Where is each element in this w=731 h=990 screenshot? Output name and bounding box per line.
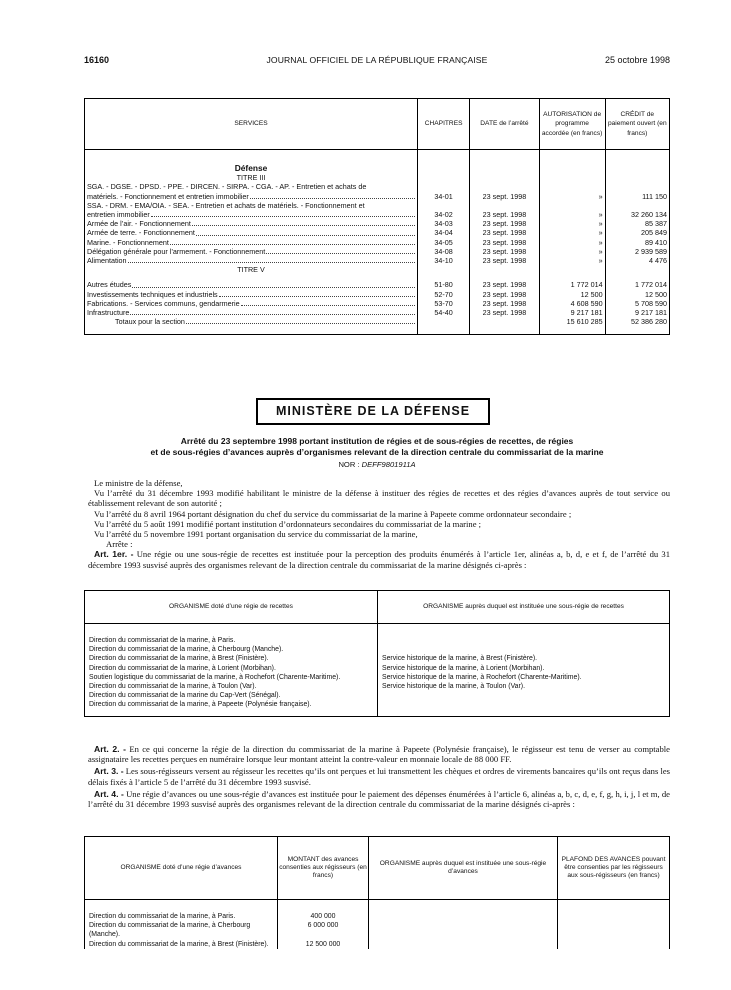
leader-dots xyxy=(130,308,415,315)
service-label: Armée de l’air. - Fonctionnement xyxy=(87,219,191,229)
page-header xyxy=(84,55,670,69)
col-header-aupres-avances: ORGANISME auprès duquel est instituée une sous-régie d’avances xyxy=(369,837,558,900)
article-3-label: Art. 3. - xyxy=(94,766,124,777)
credit-cell: 32 260 134 xyxy=(605,210,669,219)
montant-cell: 400 000 xyxy=(278,912,369,921)
sous-regie-cell: Service historique de la marine, à Brest (Finistère). xyxy=(378,654,670,663)
intro-line: Vu l’arrêté du 8 avril 1964 portant désignation du chef du service du commissariat de la marine à Papeete comme ordonnateur secondaire ; xyxy=(94,508,572,519)
total-label-cell xyxy=(85,317,418,326)
article-4 xyxy=(88,789,670,809)
col-header-organisme-avances: ORGANISME doté d’une régie d’avances xyxy=(85,837,278,900)
col-header-services: SERVICES xyxy=(85,99,418,150)
service-cell xyxy=(85,247,418,256)
article-3 xyxy=(88,766,670,786)
article-4-text: Une régie d’avances ou une sous-régie d’avances est instituée pour le paiement des dépenses énumérées à l’article 6, alinéas a, b, c, d, e, f, g, h, i, j, l et m, de l’arrêté du 31 décembre 1993 susvisé auprès des organismes relevant de la direction centrale du commissariat de la marine désignés ci-après : xyxy=(88,788,670,810)
col-header-credit: CRÉDIT de paiement ouvert (en francs) xyxy=(605,99,669,150)
table-row xyxy=(85,636,670,645)
page-number: 16160 xyxy=(84,55,110,65)
autorisation-cell: » xyxy=(539,228,605,237)
titre-iii-heading: TITRE III xyxy=(236,173,266,183)
date-cell: 23 sept. 1998 xyxy=(470,192,539,201)
organisme-cell: Direction du commissariat de la marine, à Paris. xyxy=(89,913,236,920)
dotted-leader-line xyxy=(87,247,415,256)
leader-dots xyxy=(151,210,415,217)
date-cell: 23 sept. 1998 xyxy=(470,219,539,228)
chapitre-cell: 34-02 xyxy=(418,210,470,219)
table-row xyxy=(85,921,670,939)
organisme-cell: Direction du commissariat de la marine, à Paris. xyxy=(89,637,236,644)
credit-cell: 12 500 xyxy=(605,290,669,299)
article-4-label: Art. 4. - xyxy=(94,788,124,799)
sous-regie-cell: Service historique de la marine, à Lorient (Morbihan). xyxy=(378,664,670,673)
montant-cell: 12 500 000 xyxy=(278,940,369,949)
chapitre-cell: 34-10 xyxy=(418,256,470,265)
table-row xyxy=(85,192,670,201)
organisme-cell: Direction du commissariat de la marine, à Cherbourg (Manche). xyxy=(89,922,251,939)
chapitre-cell: 54-40 xyxy=(418,308,470,317)
nor-reference xyxy=(84,460,670,469)
sous-regie-cell xyxy=(378,645,670,654)
chapitre-cell: 53-70 xyxy=(418,299,470,308)
article-1-label: Art. 1er. - xyxy=(94,549,134,560)
chapitre-cell: 34-01 xyxy=(418,192,470,201)
table-row xyxy=(85,238,670,247)
service-label: Totaux pour la section xyxy=(115,317,185,327)
recettes-table xyxy=(84,590,670,717)
service-label: Délégation générale pour l’armement. - Fonctionnement xyxy=(87,246,266,256)
total-row xyxy=(85,317,670,326)
article-2-text: En ce qui concerne la régie de la direction du commissariat de la marine à Papeete (Polynésie française), le régisseur est tenu de verser au comptable assignataire les recettes perçues en numéraire lorsque leur montant atteint la contre-valeur en monnaie locale de 88 000 FF. xyxy=(88,744,670,765)
credit-cell: 111 150 xyxy=(605,192,669,201)
chapitre-cell: 52-70 xyxy=(418,290,470,299)
table-row xyxy=(85,219,670,228)
chapitre-cell: 51-80 xyxy=(418,280,470,289)
dotted-leader-line xyxy=(87,210,415,219)
credit-cell: 2 939 589 xyxy=(605,247,669,256)
service-label: Alimentation xyxy=(87,256,127,266)
intro-line: Le ministre de la défense, xyxy=(94,478,183,488)
intro-line: Vu l’arrêté du 31 décembre 1993 modifié habilitant le ministre de la défense à instituer des régies de recettes et des régies d’avances auprès de tout service ou établissement relevant de son autorité ; xyxy=(88,488,670,509)
organisme-cell: Direction du commissariat de la marine, à Brest (Finistère). xyxy=(89,940,269,948)
credit-cell: 205 849 xyxy=(605,228,669,237)
issue-date: 25 octobre 1998 xyxy=(604,55,670,65)
table-row xyxy=(85,228,670,237)
table-row xyxy=(85,308,670,317)
credit-cell: 85 387 xyxy=(605,219,669,228)
credit-cell: 4 476 xyxy=(605,256,669,265)
organisme-cell: Soutien logistique du commissariat de la marine, à Rochefort (Charente-Maritime). xyxy=(89,673,341,681)
service-label: Autres études xyxy=(87,280,132,290)
service-cell xyxy=(85,290,418,299)
col-header-montant: MONTANT des avances consenties aux régisseurs (en francs) xyxy=(278,837,369,900)
organisme-cell: Direction du commissariat de la marine, à Brest (Finistère). xyxy=(89,655,269,663)
autorisation-cell: 12 500 xyxy=(539,290,605,299)
autorisation-cell: » xyxy=(539,192,605,201)
col-header-autorisation: AUTORISATION de programme accordée (en francs) xyxy=(539,99,605,150)
service-cell xyxy=(85,238,418,247)
article-2-label: Art. 2. - xyxy=(94,744,126,754)
table-row xyxy=(85,682,670,691)
table-row xyxy=(85,664,670,673)
articles-2-4 xyxy=(88,744,670,809)
date-cell: 23 sept. 1998 xyxy=(470,280,539,289)
sous-regie-cell: Service historique de la marine, à Rochefort (Charente-Maritime). xyxy=(378,673,670,682)
autorisation-cell: 4 608 590 xyxy=(539,299,605,308)
table-row xyxy=(85,912,670,921)
section-title: Défense xyxy=(234,163,268,173)
service-cell xyxy=(85,256,418,265)
table-row xyxy=(85,280,670,289)
titre-v-heading: TITRE V xyxy=(237,265,265,275)
table-row xyxy=(85,247,670,256)
leader-dots xyxy=(186,317,415,324)
credit-cell: 1 772 014 xyxy=(605,280,669,289)
article-3-text: Les sous-régisseurs versent au régisseur les recettes qu’ils ont perçues et lui transmettent les chèques et ordres de virements bancaires qu’ils ont reçus dans les délais fixés à l’article 5 de l’arrêté du 31 décembre 1993 susvisé. xyxy=(88,766,670,787)
journal-title: JOURNAL OFFICIEL DE LA RÉPUBLIQUE FRANÇAISE xyxy=(266,55,488,65)
leader-dots xyxy=(266,247,415,254)
service-label: Fabrications. - Services communs, gendarmerie xyxy=(87,298,240,308)
dotted-leader-line xyxy=(87,308,415,317)
dotted-leader-line xyxy=(87,192,415,201)
service-cell xyxy=(85,280,418,289)
organisme-cell: Direction du commissariat de la marine, à Lorient (Morbihan). xyxy=(89,664,276,672)
dotted-leader-line xyxy=(87,256,415,265)
date-cell: 23 sept. 1998 xyxy=(470,210,539,219)
organisme-cell: Direction du commissariat de la marine du Cap-Vert (Sénégal). xyxy=(89,692,281,700)
leader-dots xyxy=(128,256,415,263)
arrete-title-line-1: Arrêté du 23 septembre 1998 portant institution de régies et de sous-régies de recettes, de régies xyxy=(180,436,574,446)
table-row-continuation xyxy=(85,201,670,210)
autorisation-cell: » xyxy=(539,210,605,219)
date-cell: 23 sept. 1998 xyxy=(470,247,539,256)
article-2 xyxy=(88,744,670,764)
service-cell xyxy=(85,210,418,219)
arrete-title-line-2: et de sous-régies d’avances auprès d’organismes relevant de la direction centrale du commissariat de la marine xyxy=(150,447,604,457)
table-row xyxy=(85,256,670,265)
leader-dots xyxy=(241,299,415,306)
article-1-text: Une régie ou une sous-régie de recettes est instituée pour la perception des produits énumérés à l’article 1er, alinéas a, b, d, e et f, de l’arrêté du 31 décembre 1993 susvisé auprès des organismes relevant de la direction centrale du commissariat de la marine désignés ci-après : xyxy=(88,549,671,570)
intro-line: Arrête : xyxy=(106,539,133,550)
col-header-plafond: PLAFOND DES AVANCES pouvant être consenties par les régisseurs aux sous-régisseurs (en francs) xyxy=(558,837,670,900)
service-cell xyxy=(85,228,418,237)
intro-line: Vu l’arrêté du 5 août 1991 modifié portant institution d’ordonnateurs secondaires du commissariat de la marine ; xyxy=(94,518,482,529)
col-header-date: DATE de l’arrêté xyxy=(470,99,539,150)
service-label: Marine. - Fonctionnement xyxy=(87,237,169,247)
chapitre-cell: 34-08 xyxy=(418,247,470,256)
organisme-cell: Direction du commissariat de la marine, à Papeete (Polynésie française). xyxy=(89,701,312,709)
arrete-intro xyxy=(88,478,670,570)
table-row-continuation xyxy=(85,182,670,191)
total-autorisation: 15 610 285 xyxy=(539,317,605,326)
chapitre-cell: 34-03 xyxy=(418,219,470,228)
autorisation-cell: 9 217 181 xyxy=(539,308,605,317)
date-cell: 23 sept. 1998 xyxy=(470,238,539,247)
credit-cell: 9 217 181 xyxy=(605,308,669,317)
autorisation-cell: 1 772 014 xyxy=(539,280,605,289)
dotted-leader-line xyxy=(87,280,415,289)
chapitre-cell: 34-04 xyxy=(418,228,470,237)
col-header-organisme-recettes: ORGANISME doté d’une régie de recettes xyxy=(85,591,378,624)
table-row xyxy=(85,645,670,654)
table-row xyxy=(85,290,670,299)
table-row xyxy=(85,654,670,663)
table-row xyxy=(85,700,670,709)
service-label-line: SGA. - DGSE. - DPSD. - PPE. - DIRCEN. - SIRPA. - CGA. - AP. - Entretien et achats de xyxy=(87,182,367,192)
col-header-aupres-recettes: ORGANISME auprès duquel est instituée une sous-régie de recettes xyxy=(378,591,670,624)
avances-table xyxy=(84,836,670,949)
total-credit: 52 386 280 xyxy=(605,317,669,326)
table-row xyxy=(85,673,670,682)
table-row xyxy=(85,299,670,308)
arrete-title xyxy=(84,436,670,458)
organisme-cell: Direction du commissariat de la marine, à Toulon (Var). xyxy=(89,683,257,691)
leader-dots xyxy=(219,290,415,297)
sous-regie-cell xyxy=(378,691,670,700)
dotted-leader-line xyxy=(87,299,415,308)
autorisation-cell: » xyxy=(539,219,605,228)
credit-cell: 5 708 590 xyxy=(605,299,669,308)
ministry-heading: MINISTÈRE DE LA DÉFENSE xyxy=(256,398,490,425)
date-cell: 23 sept. 1998 xyxy=(470,299,539,308)
date-cell: 23 sept. 1998 xyxy=(470,308,539,317)
table-row xyxy=(85,940,670,949)
dotted-leader-line xyxy=(115,317,415,326)
leader-dots xyxy=(132,280,415,287)
service-label-line: SSA. - DRM. - EMA/OIA. - SEA. - Entretien et achats de matériels. - Fonctionnement et xyxy=(87,200,365,210)
dotted-leader-line xyxy=(87,238,415,247)
date-cell: 23 sept. 1998 xyxy=(470,256,539,265)
service-label: Infrastructure xyxy=(87,308,130,318)
montant-cell: 6 000 000 xyxy=(278,921,369,939)
nor-value: DEFF9801911A xyxy=(361,460,416,469)
service-cell xyxy=(85,299,418,308)
leader-dots xyxy=(196,228,415,235)
dotted-leader-line xyxy=(87,219,415,228)
sous-regie-cell xyxy=(378,636,670,645)
intro-line: Vu l’arrêté du 5 novembre 1991 portant organisation du service du commissariat de la marine, xyxy=(94,529,418,540)
sous-regie-cell xyxy=(378,700,670,709)
autorisation-cell: » xyxy=(539,256,605,265)
table-row xyxy=(85,210,670,219)
service-label: Investissements techniques et industriels xyxy=(87,289,218,299)
service-label: matériels. - Fonctionnement et entretien immobilier xyxy=(87,191,249,201)
leader-dots xyxy=(170,238,415,245)
service-label: entretien immobilier xyxy=(87,210,150,220)
leader-dots xyxy=(250,192,415,199)
nor-label: NOR : xyxy=(338,460,360,469)
article-1 xyxy=(88,549,670,569)
date-cell: 23 sept. 1998 xyxy=(470,228,539,237)
organisme-cell: Direction du commissariat de la marine, à Cherbourg (Manche). xyxy=(89,646,284,654)
sous-regie-cell: Service historique de la marine, à Toulon (Var). xyxy=(378,682,670,691)
service-cell xyxy=(85,308,418,317)
service-cell xyxy=(85,219,418,228)
chapitre-cell: 34-05 xyxy=(418,238,470,247)
dotted-leader-line xyxy=(87,228,415,237)
table-row xyxy=(85,691,670,700)
autorisation-cell: » xyxy=(539,247,605,256)
date-cell: 23 sept. 1998 xyxy=(470,290,539,299)
service-cell xyxy=(85,192,418,201)
autorisation-cell: » xyxy=(539,238,605,247)
credits-table xyxy=(84,98,670,335)
col-header-chapitres: CHAPITRES xyxy=(418,99,470,150)
dotted-leader-line xyxy=(87,290,415,299)
leader-dots xyxy=(192,219,415,226)
credit-cell: 89 410 xyxy=(605,238,669,247)
service-label: Armée de terre. - Fonctionnement xyxy=(87,228,195,238)
